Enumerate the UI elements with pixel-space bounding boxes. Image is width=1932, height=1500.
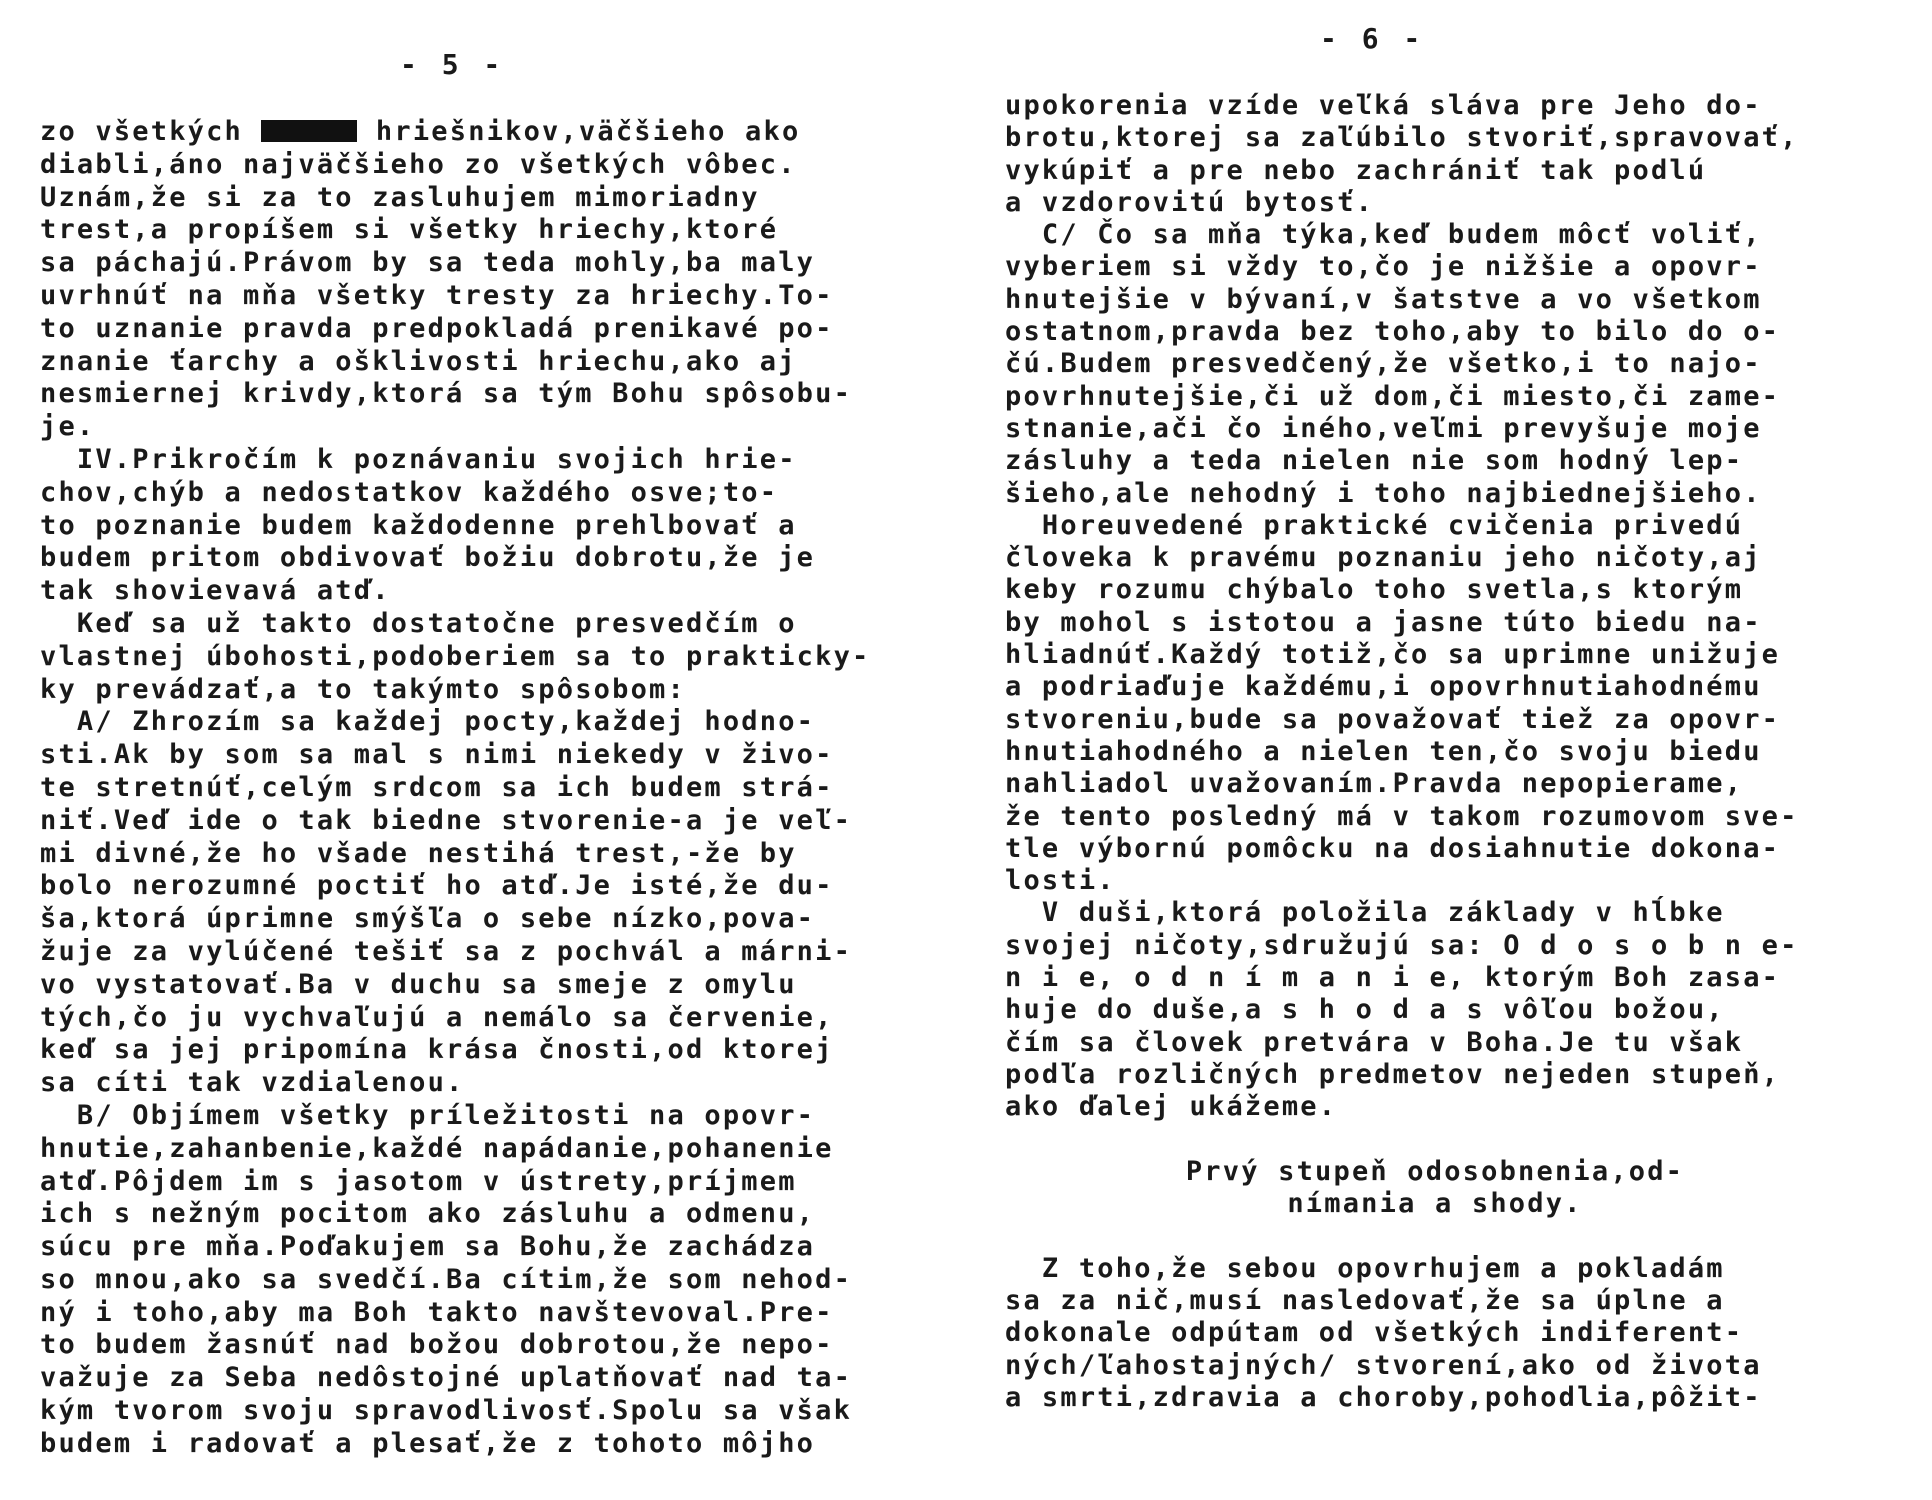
text-line: trest,a propíšem si všetky hriechy,ktoré xyxy=(40,214,779,246)
text-line: povrhnutejšie,či už dom,či miesto,či zame- xyxy=(1005,380,1781,412)
text-line: IV.Prikročím k poznávaniu svojich hrie- xyxy=(40,443,797,475)
text-line: a podriaďuje každému,i opovrhnutiahodnému xyxy=(1005,671,1762,703)
page-number-right: - 6 - xyxy=(1320,22,1425,55)
text-line: vykúpiť a pre nebo zachrániť tak podlú xyxy=(1005,154,1707,186)
text-line: vlastnej úbohosti,podoberiem sa to prakticky- xyxy=(40,640,871,672)
text-line: tle výbornú pomôcku na dosiahnutie dokona- xyxy=(1005,832,1781,864)
text-line: Z toho,že sebou opovrhujem a pokladám xyxy=(1005,1252,1725,1284)
text-line: hnutie,zahanbenie,každé napádanie,pohanenie xyxy=(40,1132,834,1164)
text-line: nesmiernej krivdy,ktorá sa tým Bohu spôsobu- xyxy=(40,378,853,410)
text-line: te stretnúť,celým srdcom sa ich budem strá- xyxy=(40,771,834,803)
section-heading: Prvý stupeň odosobnenia,od- xyxy=(1185,1155,1685,1187)
text-line: chov,chýb a nedostatkov každého osve;to- xyxy=(40,476,779,508)
right-page-text xyxy=(1005,90,1865,1414)
text-line: ných/ľahostajných/ stvorení,ako od života xyxy=(1005,1349,1762,1381)
text-line: že tento posledný má v takom rozumovom sve- xyxy=(1005,800,1799,832)
text-line: to budem žasnúť nad božou dobrotou,že nepo- xyxy=(40,1329,834,1361)
text-line: tak shovievavá atď. xyxy=(40,575,391,607)
left-page-text xyxy=(40,116,871,1461)
text-line: budem i radovať a plesať,že z tohoto môjho xyxy=(40,1427,816,1459)
text-line: huje do duše,a s h o d a s vôľou božou, xyxy=(1005,994,1725,1026)
text-line: ný i toho,aby ma Boh takto navštevoval.Pre- xyxy=(40,1296,834,1328)
text-line: upokorenia vzíde veľká sláva pre Jeho do- xyxy=(1005,90,1762,121)
text-line: ky prevádzať,a to takýmto spôsobom: xyxy=(40,673,686,705)
text-line: stvoreniu,bude sa považovať tiež za opovr- xyxy=(1005,703,1781,735)
text-line: C/ Čo sa mňa týka,keď budem môcť voliť, xyxy=(1005,219,1762,251)
text-line: so mnou,ako sa svedčí.Ba cítim,že som nehod- xyxy=(40,1263,853,1295)
text-line: diabli,áno najväčšieho zo všetkých vôbec. xyxy=(40,148,797,180)
text-line: a vzdorovitú bytosť. xyxy=(1005,186,1375,218)
text-line: dokonale odpútam od všetkých indiferent- xyxy=(1005,1317,1744,1349)
text-fragment: hriešnikov,väčšieho ako xyxy=(357,116,801,147)
text-line: a smrti,zdravia a choroby,pohodlia,pôžit- xyxy=(1005,1381,1762,1413)
text-line: to poznanie budem každodenne prehlbovať a xyxy=(40,509,797,541)
text-line: uvrhnúť na mňa všetky tresty za hriechy.To- xyxy=(40,279,834,311)
text-line: čím sa človek pretvára v Boha.Je tu však xyxy=(1005,1026,1744,1058)
text-line: n i e, o d n í m a n i e, ktorým Boh zasa- xyxy=(1005,962,1781,994)
blank-line xyxy=(1005,1124,1865,1156)
text-line: hliadnúť.Každý totiž,čo sa uprimne unižuje xyxy=(1005,639,1781,671)
text-line: Keď sa už takto dostatočne presvedčím o xyxy=(40,607,797,639)
text-line: atď.Pôjdem im s jasotom v ústrety,príjmem xyxy=(40,1165,797,1197)
text-line: človeka k pravému poznaniu jeho ničoty,aj xyxy=(1005,542,1762,574)
text-line: sa páchajú.Právom by sa teda mohly,ba maly xyxy=(40,247,816,279)
text-line xyxy=(40,116,871,149)
text-line: sa cíti tak vzdialenou. xyxy=(40,1067,465,1099)
text-line: hnutejšie v bývaní,v šatstve a vo všetkom xyxy=(1005,283,1762,315)
text-line: ako ďalej ukážeme. xyxy=(1005,1091,1338,1123)
text-line: bolo nerozumné poctiť ho atď.Je isté,že du- xyxy=(40,870,834,902)
text-line: A/ Zhrozím sa každej pocty,každej hodno- xyxy=(40,706,816,738)
text-line: nahliadol uvažovaním.Pravda nepopierame, xyxy=(1005,768,1744,800)
redaction-mark xyxy=(261,120,357,142)
text-line: ich s nežným pocitom ako zásluhu a odmenu, xyxy=(40,1198,816,1230)
text-line: vo vystatovať.Ba v duchu sa smeje z omylu xyxy=(40,968,797,1000)
text-line: to uznanie pravda predpokladá prenikavé po- xyxy=(40,312,834,344)
text-line: Uznám,že si za to zasluhujem mimoriadny xyxy=(40,181,760,213)
text-line: žuje za vylúčené tešiť sa z pochvál a márni- xyxy=(40,935,853,967)
text-line: šieho,ale nehodný i toho najbiednejšieho. xyxy=(1005,477,1762,509)
text-line: zásluhy a teda nielen nie som hodný lep- xyxy=(1005,445,1744,477)
text-line: mi divné,že ho všade nestihá trest,-že by xyxy=(40,837,797,869)
text-line: B/ Objímem všetky príležitosti na opovr- xyxy=(40,1099,816,1131)
blank-line xyxy=(1005,1220,1865,1252)
text-line: brotu,ktorej sa zaľúbilo stvoriť,spravovať, xyxy=(1005,122,1799,154)
text-line: V duši,ktorá položila základy v hĺbke xyxy=(1005,897,1725,929)
text-line: Horeuvedené praktické cvičenia privedú xyxy=(1005,509,1744,541)
text-line: losti. xyxy=(1005,865,1116,897)
text-line: je. xyxy=(40,411,96,443)
text-line: čú.Budem presvedčený,že všetko,i to najo- xyxy=(1005,348,1762,380)
text-line: podľa rozličných predmetov nejeden stupeň, xyxy=(1005,1058,1781,1090)
text-line: važuje za Seba nedôstojné uplatňovať nad ta- xyxy=(40,1362,853,1394)
text-line: keby rozumu chýbalo toho svetla,s ktorým xyxy=(1005,574,1744,606)
section-heading: nímania a shody. xyxy=(1287,1188,1583,1220)
text-fragment: zo všetkých xyxy=(40,116,262,147)
text-line: budem pritom obdivovať božiu dobrotu,že je xyxy=(40,542,816,574)
text-line: by mohol s istotou a jasne túto biedu na- xyxy=(1005,606,1762,638)
text-line: súcu pre mňa.Poďakujem sa Bohu,že zachádza xyxy=(40,1231,816,1263)
text-line: kým tvorom svoju spravodlivosť.Spolu sa však xyxy=(40,1395,853,1427)
text-line: keď sa jej pripomína krása čnosti,od ktorej xyxy=(40,1034,834,1066)
text-line: stnanie,ači čo iného,veľmi prevyšuje moje xyxy=(1005,412,1762,444)
text-line: tých,čo ju vychvaľujú a nemálo sa červenie, xyxy=(40,1001,834,1033)
text-line: hnutiahodného a nielen ten,čo svoju biedu xyxy=(1005,735,1762,767)
text-line: sti.Ak by som sa mal s nimi niekedy v živo- xyxy=(40,739,834,771)
text-line: sa za nič,musí nasledovať,že sa úplne a xyxy=(1005,1284,1725,1316)
page-number-left: - 5 - xyxy=(400,48,505,81)
text-line: svojej ničoty,sdružujú sa: O d o s o b n e- xyxy=(1005,929,1799,961)
text-line: niť.Veď ide o tak biedne stvorenie-a je veľ- xyxy=(40,804,853,836)
text-line: ša,ktorá úprimne smýšľa o sebe nízko,pova- xyxy=(40,903,816,935)
text-line: vyberiem si vždy to,čo je nižšie a opovr- xyxy=(1005,251,1762,283)
text-line: znanie ťarchy a ošklivosti hriechu,ako aj xyxy=(40,345,797,377)
text-line: ostatnom,pravda bez toho,aby to bilo do o- xyxy=(1005,316,1781,348)
